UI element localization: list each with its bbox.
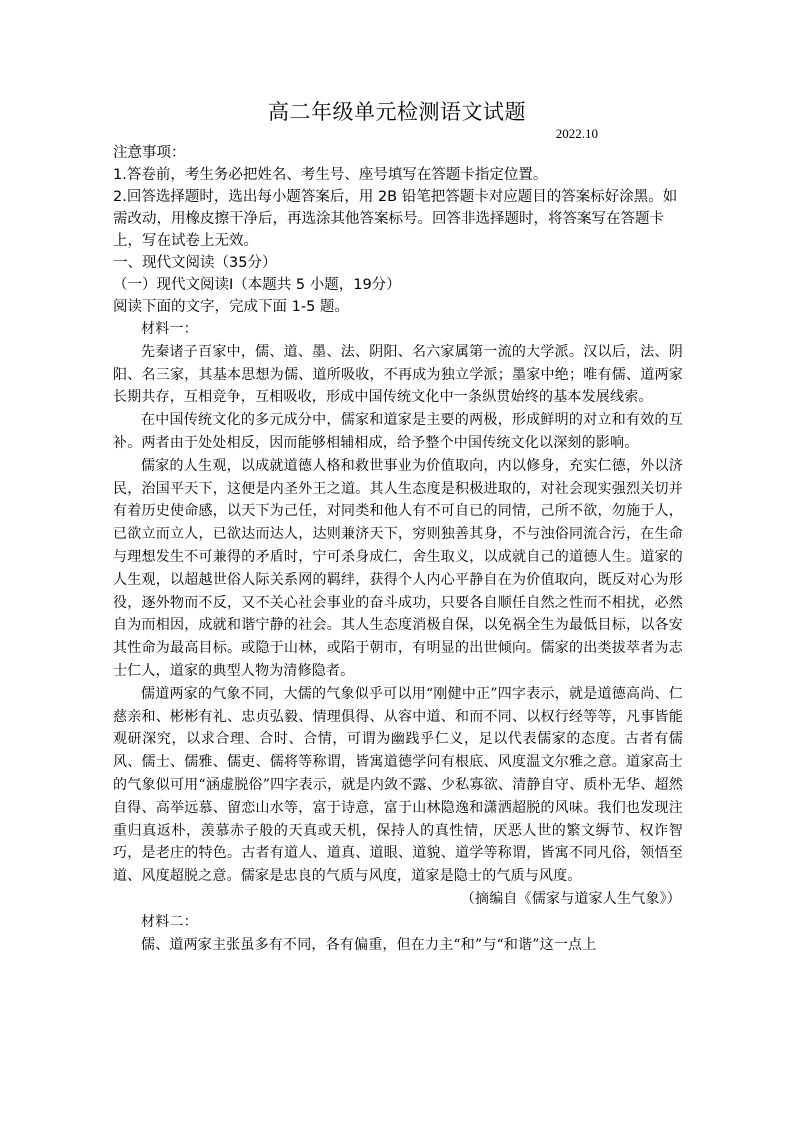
notice-item-1: 1.答卷前，考生务必把姓名、考生号、座号填写在答题卡指定位置。 (113, 167, 548, 183)
material-2-paragraph: 儒、道两家主张虽多有不同，各有偏重，但在力主“和”与“和谐”这一点上 (141, 936, 597, 953)
material-2-label: 材料二： (141, 913, 198, 930)
section-heading: 一、现代文阅读（35分） (113, 255, 277, 271)
material-1-source: （摘编自《儒家与道家人生气象》） (460, 890, 681, 907)
material-1-paragraph: 儒道两家的气象不同，大儒的气象似乎可以用“刚健中正”四字表示，就是道德高尚、仁慈亲和、彬彬有礼、忠贞弘毅、情理俱得、从容中道、和而不同、以权行经等等，凡事皆能观研深究，以求合理、合时、合情，可谓为幽践乎仁义，足以代表儒家的态度。古者有儒风、儒士、儒雅、儒吏、儒将等称谓，皆寓道德学问有根底、风度温文尔雅之意。道家高士的气象似可用“涵虚脱俗”四字表示，就是内敛不露、少私寡欲、清静自守、质朴无华、超然自得、高举远慕、留恋山水等，富于诗意，富于山林隐逸和潇洒超脱的风味。我们也发现注重归真返朴，羡慕赤子般的天真或天机，保持人的真性情，厌恶人世的繁文缛节、权诈智巧，是老庄的特色。古者有道人、道真、道眼、道貌、道学等称谓，皆寓不同凡俗，领悟至道、风度超脱之意。儒家是忠良的气质与风度，道家是隐士的气质与风度。 (113, 685, 683, 885)
exam-title: 高二年级单元检测语文试题 (268, 100, 526, 124)
section-sub-heading: （一）现代文阅读Ⅰ（本题共 5 小题，19分） (113, 277, 401, 293)
exam-date: 2022.10 (555, 126, 598, 141)
material-1-paragraph: 在中国传统文化的多元成分中，儒家和道家是主要的两极，形成鲜明的对立和有效的互补。两者由于处处相反，因而能够相辅相成，给予整个中国传统文化以深刻的影响。 (113, 412, 683, 451)
notice-heading: 注意事项： (113, 145, 186, 161)
material-1-label: 材料一： (141, 321, 198, 337)
exam-body (113, 142, 683, 956)
material-1-paragraph: 儒家的人生观，以成就道德人格和救世事业为价值取向，内以修身，充实仁德，外以济民，治国平天下，这便是内圣外王之道。其人生态度是积极进取的，对社会现实强烈关切并有着历史使命感，以天下为己任，对同类和他人有不可自已的同情，己所不欲，勿施于人，已欲立而立人，已欲达而达人，达则兼济天下，穷则独善其身，不与浊俗同流合污，在生命与理想发生不可兼得的矛盾时，宁可杀身成仁，舍生取义，以成就自己的道德人生。道家的人生观，以超越世俗人际关系网的羁绊，获得个人内心平静自在为价值取向，既反对心为形役，逐外物而不反，又不关心社会事业的奋斗成功，只要各自顺任自然之性而不相扰，必然自为而相因，成就和谐宁静的社会。其人生态度消极自保，以免祸全生为最低目标，以各安其性命为最高目标。或隐于山林，或陷于朝市，有明显的出世倾向。儒家的出类拔萃者为志士仁人，道家的典型人物为清修隐者。 (113, 457, 683, 679)
notice-item-2: 2.回答选择题时，选出每小题答案后，用 2B 铅笔把答题卡对应题目的答案标好涂黑。如需改动，用橡皮擦干净后，再选涂其他答案标号。回答非选择题时，将答案写在答题卡上，写在试卷上无效。 (113, 189, 678, 249)
section-instruction: 阅读下面的文字，完成下面 1-5 题。 (113, 299, 349, 315)
reading-passage (113, 318, 683, 956)
material-1-paragraph: 先秦诸子百家中，儒、道、墨、法、阴阳、名六家属第一流的大学派。汉以后，法、阴阳、名三家，其基本思想为儒、道所吸收，不再成为独立学派；墨家中绝；唯有儒、道两家长期共存，互相竞争，互相吸收，形成中国传统文化中一条纵贯始终的基本发展线索。 (113, 343, 683, 406)
